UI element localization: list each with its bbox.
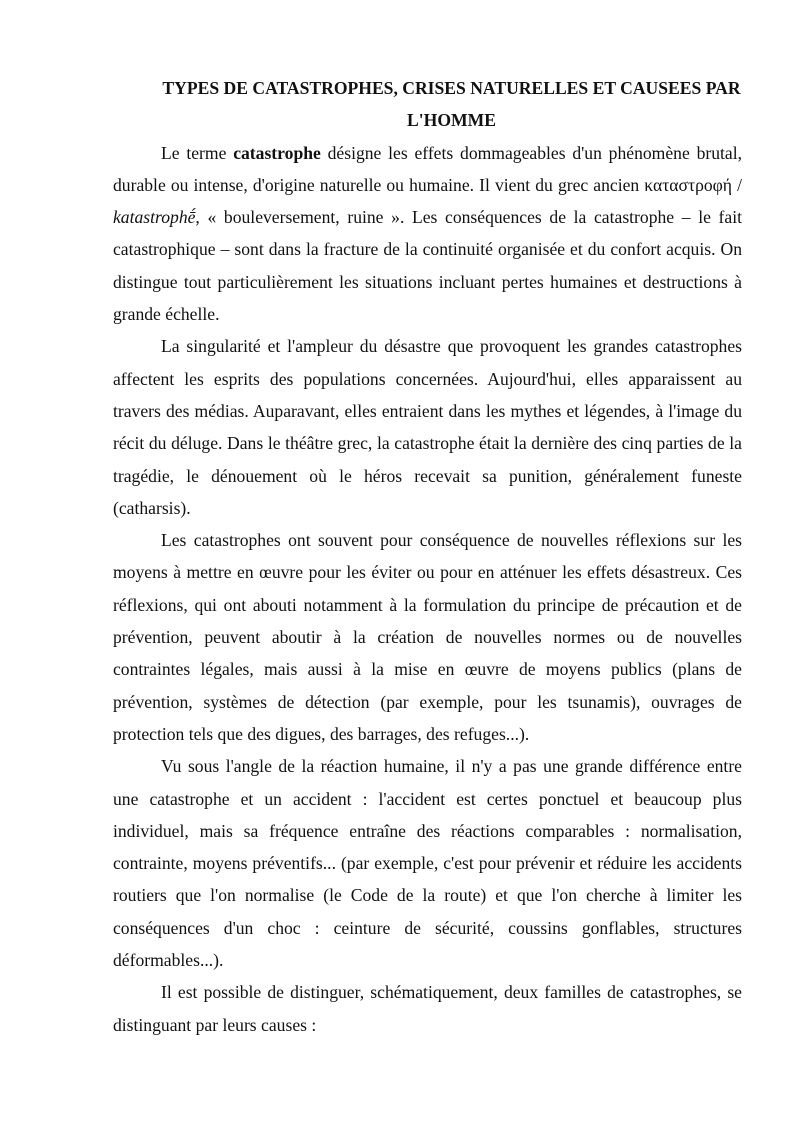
paragraph-text: Le terme: [161, 142, 234, 163]
paragraph-singularity: La singularité et l'ampleur du désastre que provoquent les grandes catastrophes affectent les esprits des populations concernées. Aujourd'hui, elles apparaissent au travers des médias. Auparavant, elles entraient dans les mythes et légendes, à l'image du récit du déluge. Dans le théâtre grec, la catastrophe était la dernière des cinq parties de la tragédie, le dénouement où le héros recevait sa punition, généralement funeste (catharsis).: [113, 336, 742, 518]
document-page: [113, 72, 742, 1041]
paragraph-text: , « bouleversement, ruine ». Les conséquences de la catastrophe – le fait catastrophique – sont dans la fracture de la continuité organisée et du confort acquis. On distingue tout particulièrement les situations incluant pertes humaines et destructions à grande échelle.: [113, 207, 742, 325]
paragraph-definition: [113, 137, 742, 331]
document-title: TYPES DE CATASTROPHES, CRISES NATURELLES ET CAUSEES PAR L'HOMME: [162, 78, 741, 131]
paragraph-human-reaction: Vu sous l'angle de la réaction humaine, il n'y a pas une grande différence entre une catastrophe et un accident : l'accident est certes ponctuel et beaucoup plus individuel, mais sa fréquence entraîne des réactions comparables : normalisation, contrainte, moyens préventifs... (par exemple, c'est pour prévenir et réduire les accidents routiers que l'on normalise (le Code de la route) et que l'on cherche à limiter les conséquences d'un choc : ceinture de sécurité, coussins gonflables, structures déformables...).: [113, 756, 742, 971]
paragraph-families: Il est possible de distinguer, schématiquement, deux familles de catastrophes, se distinguant par leurs causes :: [113, 982, 742, 1035]
paragraph-text: désigne les effets dommageables d'un phénomène brutal, durable ou intense, d'origine naturelle ou humaine. Il vient du grec ancien καταστροφή /: [113, 142, 743, 195]
paragraph-consequences: Les catastrophes ont souvent pour conséquence de nouvelles réflexions sur les moyens à mettre en œuvre pour les éviter ou pour en atténuer les effets désastreux. Ces réflexions, qui ont abouti notamment à la formulation du principe de précaution et de prévention, peuvent aboutir à la création de nouvelles normes ou de nouvelles contraintes légales, mais aussi à la mise en œuvre de moyens publics (plans de prévention, systèmes de détection (par exemple, pour les tsunamis), ouvrages de protection tels que des digues, des barrages, des refuges...).: [113, 530, 742, 744]
italic-term: katastrophḗ: [113, 207, 196, 228]
bold-term: catastrophe: [233, 142, 321, 163]
